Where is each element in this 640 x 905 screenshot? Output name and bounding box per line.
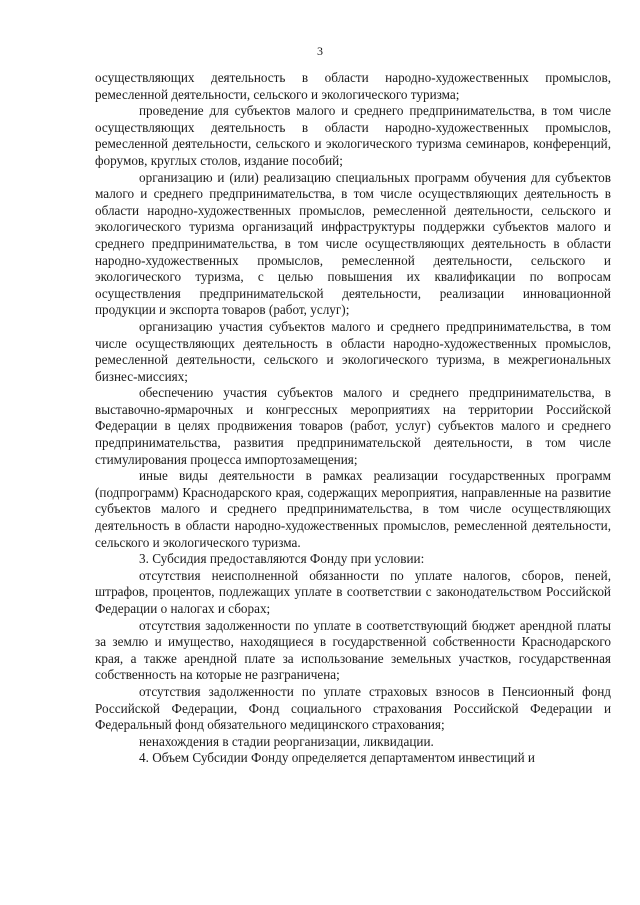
paragraph: организацию и (или) реализацию специальных программ обучения для субъектов малого и среднего предпринимательства, в том числе осуществляющих деятельность в области народно-художественных промыслов, ремесленной деятельности, сельского и экологического туризма организаций инфраструктуры поддержки субъектов малого и среднего предпринимательства, в том числе осуществляющих деятельность в области народно-художественных промыслов, ремесленной деятельности, сельского и экологического туризма, с целью повышения их квалификации по вопросам осуществления предпринимательской деятельности, реализации инновационной продукции и экспорта товаров (работ, услуг); — [95, 169, 611, 318]
paragraph: ненахождения в стадии реорганизации, ликвидации. — [139, 733, 434, 749]
paragraph: 3. Субсидия предоставляются Фонду при условии: — [139, 551, 425, 567]
paragraph: иные виды деятельности в рамках реализации государственных программ (подпрограмм) Краснодарского края, содержащих мероприятия, направленные на развитие субъектов малого и среднего предпринимательства, в том числе осуществляющих деятельность в области народно-художественных промыслов, ремесленной деятельности, сельского и экологического туризма. — [95, 468, 611, 550]
paragraph: организацию участия субъектов малого и среднего предпринимательства, в том числе осуществляющих деятельность в области народно-художественных промыслов, ремесленной деятельности, сельского и экологического туризма, в межрегиональных бизнес-миссиях; — [95, 318, 611, 384]
paragraph: 4. Объем Субсидии Фонду определяется департаментом инвестиций и — [139, 750, 535, 766]
document-body — [95, 70, 611, 767]
paragraph: отсутствия задолженности по уплате страховых взносов в Пенсионный фонд Российской Федерации, Фонд социального страхования Российской Федерации и Федеральный фонд обязательного медицинского страхования; — [95, 683, 611, 733]
page-number: 3 — [317, 44, 323, 58]
paragraph: отсутствия задолженности по уплате в соответствующий бюджет арендной платы за землю и имущество, находящиеся в государственной собственности Краснодарского края, а также арендной плате за использование земельных участков, государственная собственность на которые не разграничена; — [95, 617, 611, 683]
paragraph: проведение для субъектов малого и среднего предпринимательства, в том числе осуществляющих деятельность в области народно-художественных промыслов, ремесленной деятельности, сельского и экологического туризма семинаров, конференций, форумов, круглых столов, издание пособий; — [95, 103, 611, 168]
paragraph: обеспечению участия субъектов малого и среднего предпринимательства, в выставочно-ярмарочных и конгрессных мероприятиях на территории Российской Федерации в целях продвижения товаров (работ, услуг) субъектов малого и среднего предпринимательства, развития предпринимательской деятельности, в том числе стимулирования процесса импортозамещения; — [95, 385, 611, 467]
paragraph: осуществляющих деятельность в области народно-художественных промыслов, ремесленной деятельности, сельского и экологического туризма; — [95, 70, 611, 102]
paragraph: отсутствия неисполненной обязанности по уплате налогов, сборов, пеней, штрафов, процентов, подлежащих уплате в соответствии с законодательством Российской Федерации о налогах и сборах; — [95, 567, 611, 616]
